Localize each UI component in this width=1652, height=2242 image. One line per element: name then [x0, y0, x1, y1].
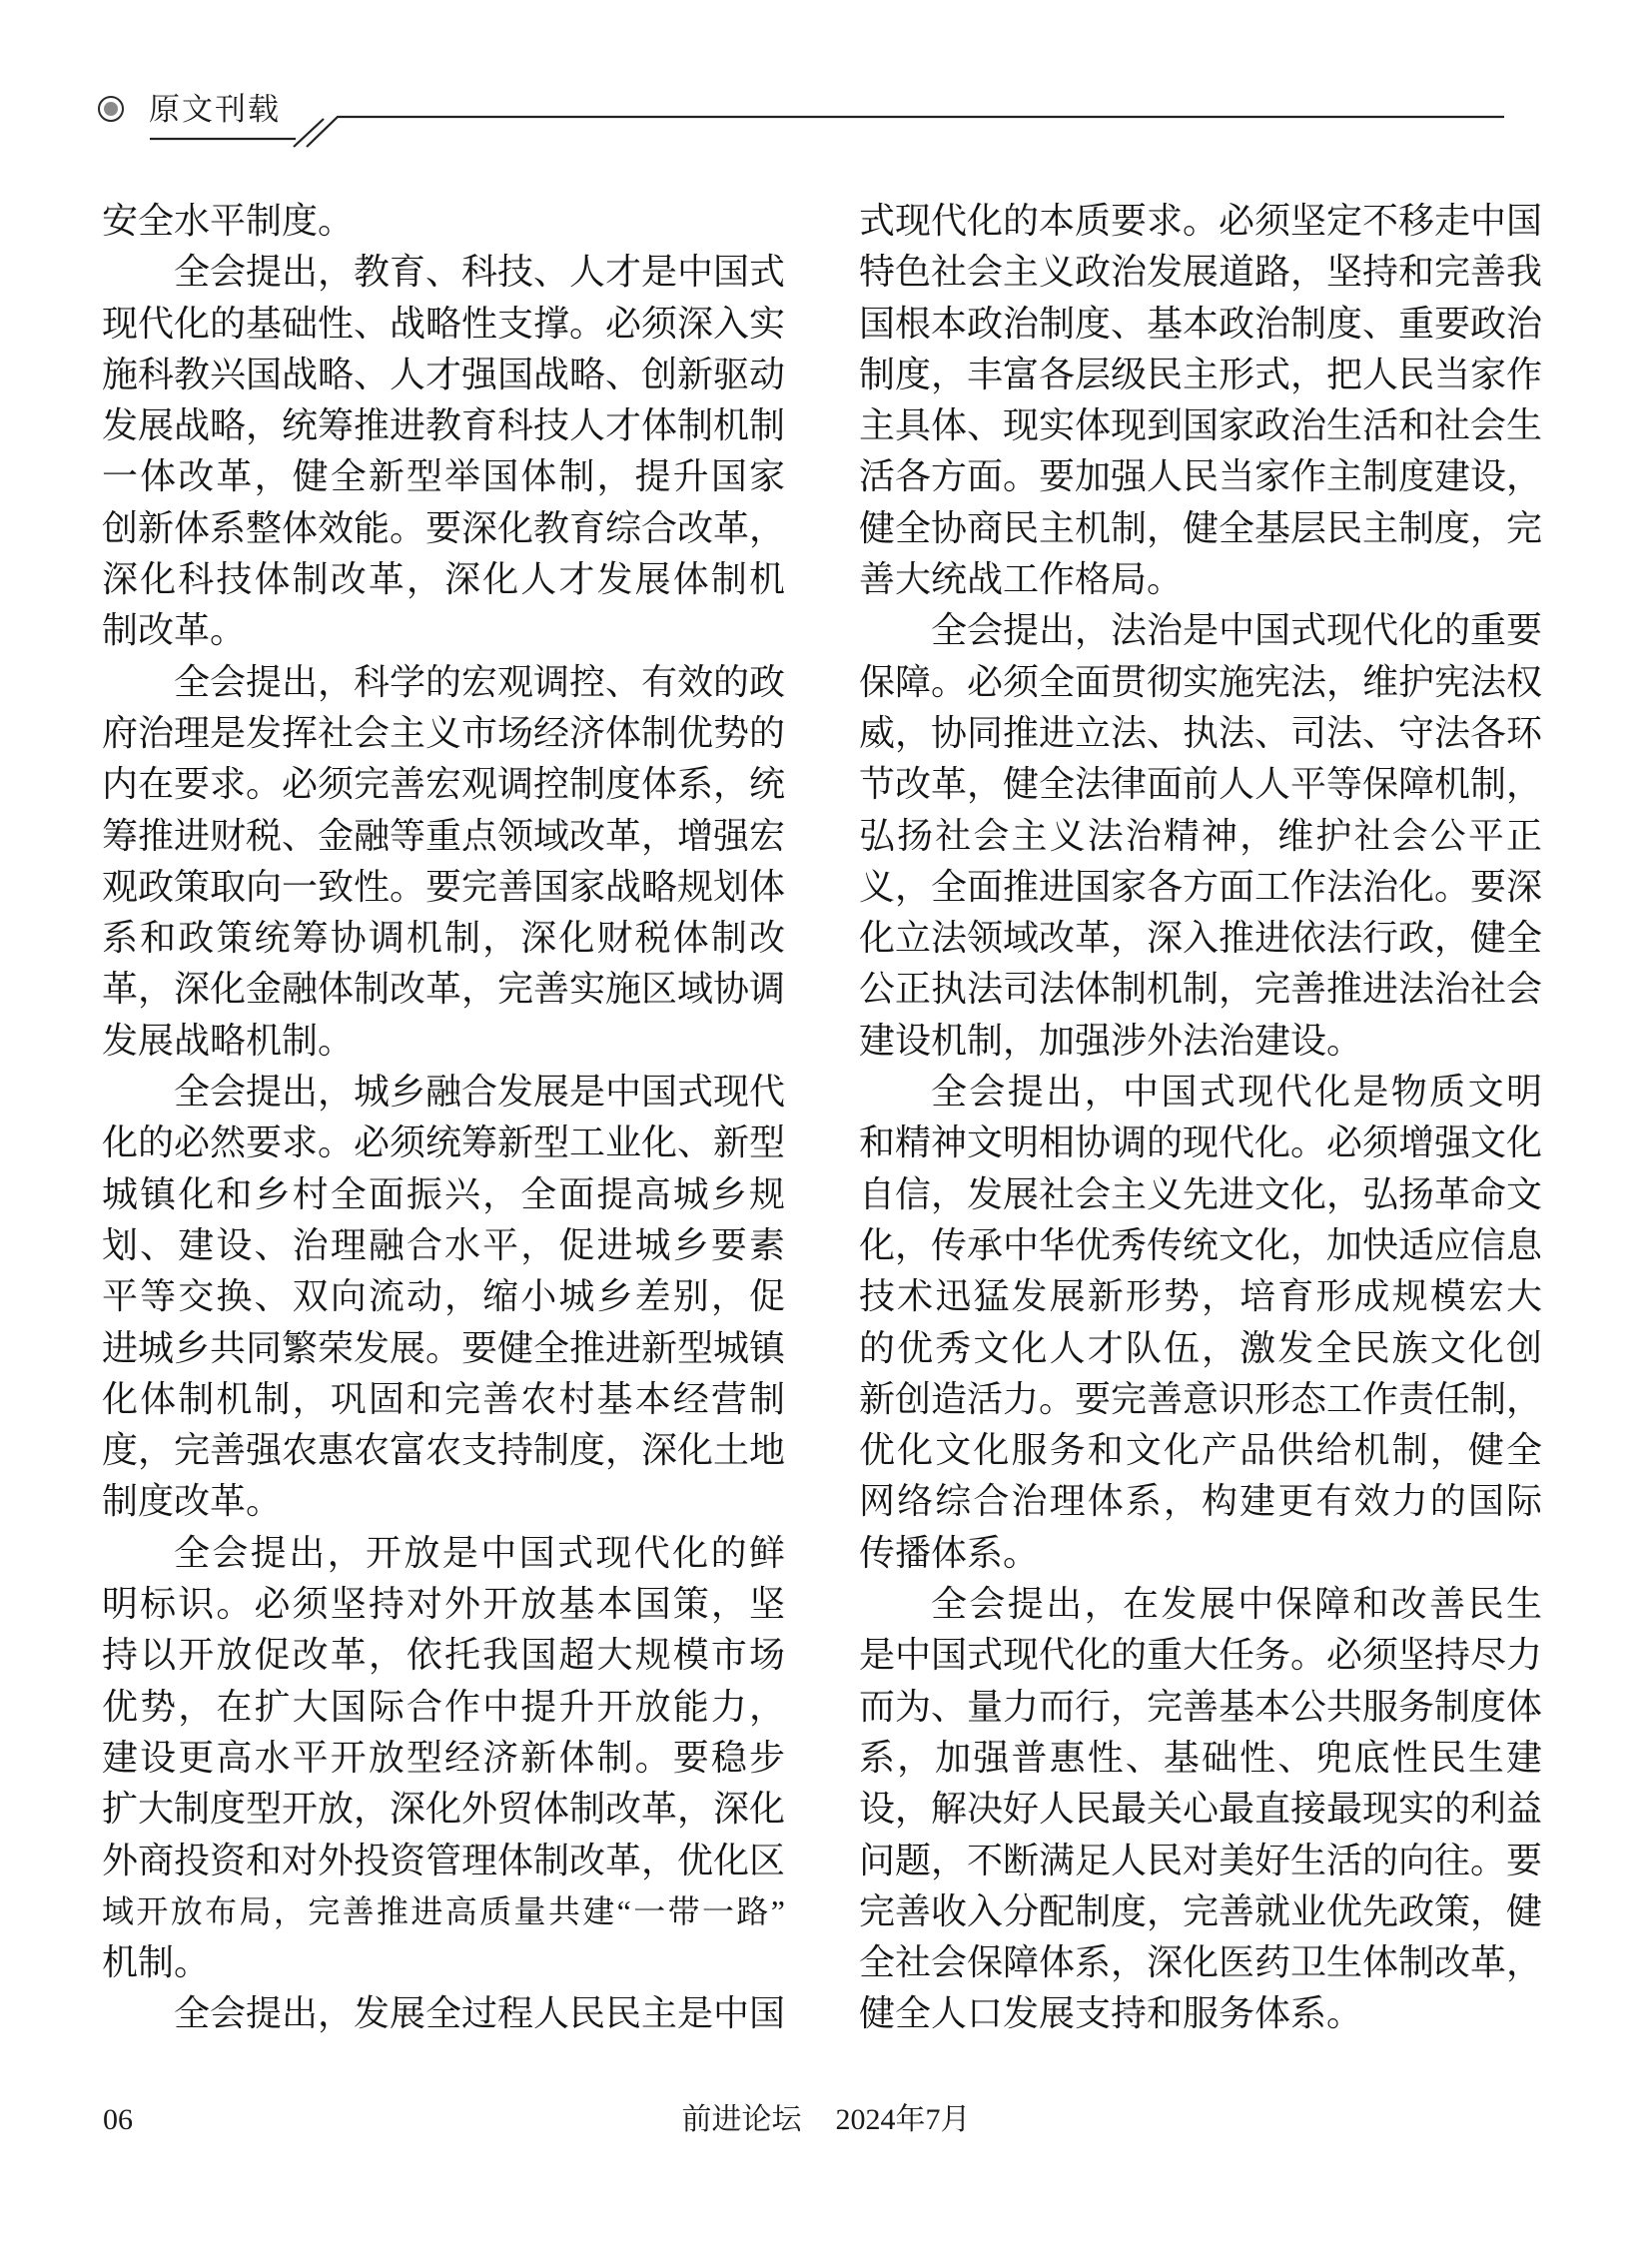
text-line: 建设更高水平开放型经济新体制。要稳步	[102, 1737, 785, 1778]
text-column-right	[859, 196, 1542, 2040]
page-number: 06	[103, 2103, 133, 2136]
text-line: 府治理是发挥社会主义市场经济体制优势的	[102, 712, 786, 753]
text-line: 施科教兴国战略、人才强国战略、创新驱动	[102, 354, 786, 394]
text-line: 全会提出，发展全过程人民民主是中国	[174, 1993, 786, 2034]
page-header	[0, 0, 1652, 150]
text-line: 域开放布局，完善推进高质量共建“一带一路”	[102, 1892, 785, 1929]
text-line: 观政策取向一致性。要完善国家战略规划体	[102, 866, 786, 907]
text-line: 筹推进财税、金融等重点领域改革，增强宏	[102, 815, 786, 856]
text-line: 弘扬社会主义法治精神，维护社会公平正	[859, 815, 1542, 856]
text-line: 国根本政治制度、基本政治制度、重要政治	[859, 303, 1543, 344]
text-line: 划、建设、治理融合水平，促进城乡要素	[102, 1224, 785, 1265]
text-line: 完善收入分配制度，完善就业优先政策，健	[859, 1890, 1543, 1931]
text-line: 化立法领域改革，深入推进依法行政，健全	[859, 918, 1543, 959]
issue-date: 2024年7月	[835, 2103, 971, 2136]
text-line: 平等交换、双向流动，缩小城乡差别，促	[102, 1276, 785, 1317]
journal-name: 前进论坛	[681, 2103, 802, 2136]
text-line: 外商投资和对外投资管理体制改革，优化区	[102, 1840, 786, 1880]
text-line: 的优秀文化人才队伍，激发全民族文化创	[859, 1327, 1542, 1368]
text-line: 全会提出，科学的宏观调控、有效的政	[174, 661, 786, 702]
text-line: 制度改革。	[102, 1481, 283, 1522]
text-line: 全会提出，在发展中保障和改善民生	[931, 1584, 1542, 1625]
text-line: 进城乡共同繁荣发展。要健全推进新型城镇	[102, 1327, 786, 1368]
text-line: 内在要求。必须完善宏观调控制度体系，统	[102, 764, 786, 805]
text-line: 安全水平制度。	[102, 201, 355, 241]
text-line: 主具体、现实体现到国家政治生活和社会生	[859, 405, 1543, 446]
text-line: 发展战略，统筹推进教育科技人才体制机制	[102, 405, 786, 446]
text-line: 问题，不断满足人民对美好生活的向往。要	[859, 1840, 1543, 1880]
text-line: 城镇化和乡村全面振兴，全面提高城乡规	[102, 1173, 785, 1214]
text-line: 化的必然要求。必须统筹新型工业化、新型	[102, 1122, 786, 1163]
text-line: 一体改革，健全新型举国体制，提升国家	[102, 456, 785, 497]
text-line: 创新体系整体效能。要深化教育综合改革，	[102, 507, 786, 548]
text-line: 设，解决好人民最关心最直接最现实的利益	[859, 1789, 1543, 1830]
header-label: 原文刊载	[149, 92, 281, 127]
text-line: 技术迅猛发展新形势，培育形成规模宏大	[859, 1276, 1542, 1317]
text-line: 公正执法司法体制机制，完善推进法治社会	[859, 969, 1543, 1010]
text-line: 特色社会主义政治发展道路，坚持和完善我	[859, 252, 1543, 293]
text-line: 活各方面。要加强人民当家作主制度建设，	[859, 456, 1543, 497]
text-line: 革，深化金融体制改革，完善实施区域协调	[102, 969, 786, 1010]
text-line: 式现代化的本质要求。必须坚定不移走中国	[859, 201, 1543, 241]
text-line: 全会提出，教育、科技、人才是中国式	[174, 252, 786, 293]
text-line: 持以开放促改革，依托我国超大规模市场	[102, 1635, 785, 1676]
text-line: 扩大制度型开放，深化外贸体制改革，深化	[102, 1789, 786, 1830]
text-line: 度，完善强农惠农富农支持制度，深化土地	[102, 1430, 786, 1471]
text-line: 深化科技体制改革，深化人才发展体制机	[102, 559, 785, 600]
text-line: 新创造活力。要完善意识形态工作责任制，	[859, 1378, 1543, 1419]
text-line: 网络综合治理体系，构建更有效力的国际	[859, 1481, 1542, 1522]
text-line: 义，全面推进国家各方面工作法治化。要深	[859, 866, 1543, 907]
text-line: 善大统战工作格局。	[859, 559, 1184, 600]
text-line: 系和政策统筹协调机制，深化财税体制改	[102, 918, 785, 959]
text-line: 全会提出，开放是中国式现代化的鲜	[174, 1532, 785, 1573]
text-line: 明标识。必须坚持对外开放基本国策，坚	[102, 1584, 785, 1625]
text-column-left	[102, 196, 785, 2040]
text-line: 传播体系。	[859, 1532, 1040, 1573]
text-line: 制改革。	[102, 610, 247, 651]
text-line: 保障。必须全面贯彻实施宪法，维护宪法权	[859, 661, 1543, 702]
text-line: 全会提出，法治是中国式现代化的重要	[931, 610, 1543, 651]
header-rule-decoration	[0, 0, 1652, 160]
text-line: 化，传承中华优秀传统文化，加快适应信息	[859, 1224, 1543, 1265]
text-line: 是中国式现代化的重大任务。必须坚持尽力	[859, 1635, 1543, 1676]
text-line: 优化文化服务和文化产品供给机制，健全	[859, 1430, 1542, 1471]
text-line: 而为、量力而行，完善基本公共服务制度体	[859, 1686, 1543, 1727]
footer-center	[0, 2100, 1652, 2140]
text-line: 威，协同推进立法、执法、司法、守法各环	[859, 712, 1543, 753]
text-line: 自信，发展社会主义先进文化，弘扬革命文	[859, 1173, 1543, 1214]
text-line: 建设机制，加强涉外法治建设。	[859, 1020, 1363, 1061]
text-line: 全会提出，中国式现代化是物质文明	[931, 1072, 1542, 1113]
text-line: 机制。	[102, 1942, 211, 1983]
text-line: 节改革，健全法律面前人人平等保障机制，	[859, 764, 1543, 805]
text-line: 发展战略机制。	[102, 1020, 355, 1061]
text-line: 健全人口发展支持和服务体系。	[859, 1993, 1363, 2034]
text-line: 健全协商民主机制，健全基层民主制度，完	[859, 507, 1543, 548]
text-line: 制度，丰富各层级民主形式，把人民当家作	[859, 354, 1543, 394]
text-line: 全社会保障体系，深化医药卫生体制改革，	[859, 1942, 1543, 1983]
text-line: 全会提出，城乡融合发展是中国式现代	[174, 1072, 786, 1113]
text-line: 优势，在扩大国际合作中提升开放能力，	[102, 1686, 785, 1727]
text-line: 系，加强普惠性、基础性、兜底性民生建	[859, 1737, 1542, 1778]
text-line: 现代化的基础性、战略性支撑。必须深入实	[102, 303, 786, 344]
page-footer	[0, 2100, 1652, 2144]
text-line: 和精神文明相协调的现代化。必须增强文化	[859, 1122, 1543, 1163]
text-line: 化体制机制，巩固和完善农村基本经营制	[102, 1378, 785, 1419]
